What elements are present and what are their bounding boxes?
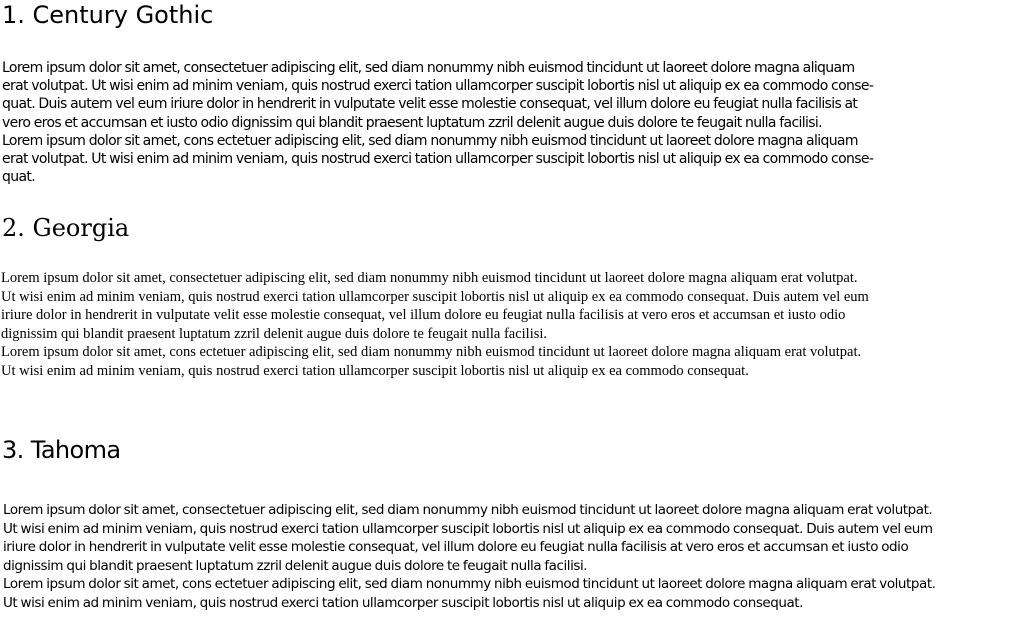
sample-paragraph: Lorem ipsum dolor sit amet, consectetuer adipiscing elit, sed diam nonummy nibh euismod tincidunt ut laoreet dolore magna aliquam erat volutpat. Ut wisi enim ad minim veniam, quis nostrud exerci tation ullamcorper suscipit lobortis nisl ut aliquip ex ea commodo consequat. Duis autem vel eum iriure dolor in hendrerit in vulputate velit esse molestie consequat, vel illum dolore eu feugiat nulla facilisis at vero eros et accumsan et iusto odio dignissim qui blandit praesent luptatum zzril delenit augue duis dolore te feugait nulla facilisi. Lorem ipsum dolor sit amet, cons ectetuer adipiscing elit, sed diam nonummy nibh euismod tincidunt ut laoreet dolore magna aliquam erat volutpat. Ut wisi enim ad minim veniam, quis nostrud exerci tation ullamcorper suscipit lobortis nisl ut aliquip ex ea commodo consequat. [1,270,869,379]
section-heading: 3. Tahoma [2,436,121,464]
font-sample-georgia [0,212,1024,381]
sample-paragraph: Lorem ipsum dolor sit amet, consectetuer adipiscing elit, sed diam nonummy nibh euismod tincidunt ut laoreet dolore magna aliquam erat volutpat. Ut wisi enim ad minim veniam, quis nostrud exerci tation ullamcorper suscipit lobortis nisl ut aliquip ex ea commodo conse- quat. Duis autem vel eum iriure dolor in hendrerit in vulputate velit esse molestie consequat, vel illum dolore eu feugiat nulla facilisis at vero eros et accumsan et iusto odio dignissim qui blandit praesent luptatum zzril delenit augue duis dolore te feugait nulla facilisi. Lorem ipsum dolor sit amet, cons ectetuer adipiscing elit, sed diam nonummy nibh euismod tincidunt ut laoreet dolore magna aliquam erat volutpat. Ut wisi enim ad minim veniam, quis nostrud exerci tation ullamcorper suscipit lobortis nisl ut aliquip ex ea commodo conse- quat. [2,60,874,186]
font-sample-century-gothic [0,0,1024,186]
section-heading: 1. Century Gothic [2,1,214,29]
sample-paragraph: Lorem ipsum dolor sit amet, consectetuer adipiscing elit, sed diam nonummy nibh euismod tincidunt ut laoreet dolore magna aliquam erat volutpat. Ut wisi enim ad minim veniam, quis nostrud exerci tation ullamcorper suscipit lobortis nisl ut aliquip ex ea commodo consequat. Duis autem vel eum iriure dolor in hendrerit in vulputate velit esse molestie consequat, vel illum dolore eu feugiat nulla facilisis at vero eros et accumsan et iusto odio dignissim qui blandit praesent luptatum zzril delenit augue duis dolore te feugait nulla facilisi. Lorem ipsum dolor sit amet, cons ectetuer adipiscing elit, sed diam nonummy nibh euismod tincidunt ut laoreet dolore magna aliquam erat volutpat. Ut wisi enim ad minim veniam, quis nostrud exerci tation ullamcorper suscipit lobortis nisl ut aliquip ex ea commodo consequat. [3,502,936,611]
section-heading: 2. Georgia [2,214,130,242]
font-sample-tahoma [0,433,1024,613]
